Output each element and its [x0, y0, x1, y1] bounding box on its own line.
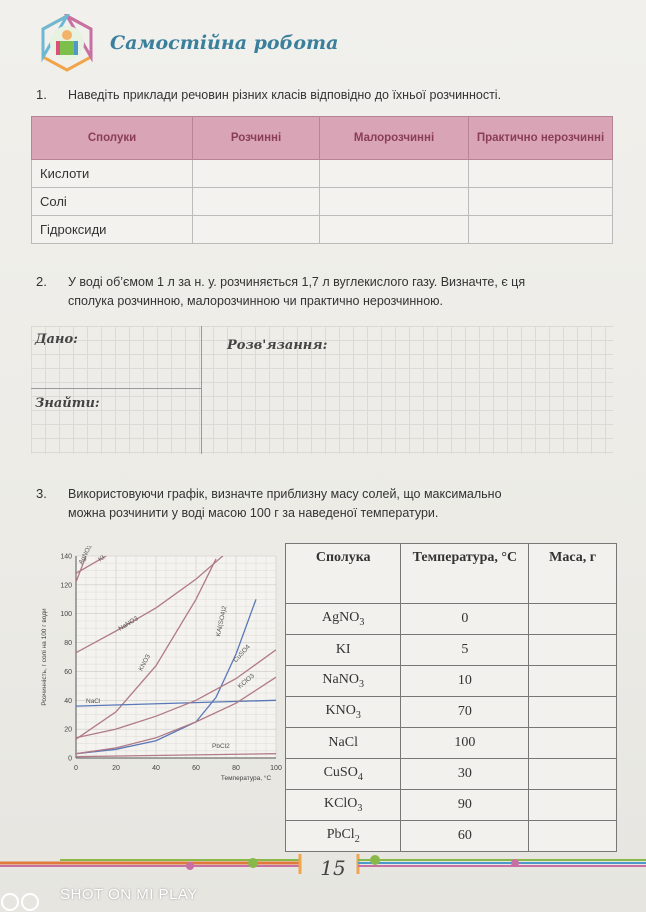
table-row — [286, 604, 617, 635]
table-header: Практично нерозчинні — [469, 117, 613, 160]
compound-cell — [286, 604, 401, 635]
mass-answer-cell[interactable] — [529, 728, 617, 759]
answer-cell[interactable] — [320, 216, 469, 244]
self-study-icon — [38, 14, 96, 72]
x-axis-label: Температура, °С — [220, 775, 272, 782]
table-row — [32, 188, 613, 216]
y-tick-label: 0 — [68, 755, 72, 763]
task2-text-line2: сполука розчинною, малорозчинною чи практично нерозчинною. — [68, 294, 444, 308]
table-header: Температура, °С — [401, 544, 529, 604]
page-number: 15 — [320, 856, 346, 880]
table-header: Сполуки — [32, 117, 193, 160]
compound-formula: KClO — [323, 796, 358, 812]
table-header: Розчинні — [193, 117, 320, 160]
solution-grid[interactable] — [31, 326, 613, 454]
compound-cell — [286, 635, 401, 666]
series-label: KNO3 — [137, 653, 153, 673]
compound-cell — [286, 790, 401, 821]
answer-cell[interactable] — [193, 216, 320, 244]
answer-cell[interactable] — [320, 188, 469, 216]
series-label: KI — [97, 554, 107, 564]
compound-formula: PbCl — [326, 827, 355, 843]
y-tick-label: 20 — [64, 726, 72, 734]
mass-answer-cell[interactable] — [529, 604, 617, 635]
section-heading: Самостійна робота — [110, 32, 339, 54]
temperature-cell: 70 — [401, 697, 529, 728]
row-label: Кислоти — [32, 160, 193, 188]
given-label: Дано: — [35, 332, 78, 347]
answer-cell[interactable] — [469, 216, 613, 244]
solubility-chart-svg — [34, 546, 282, 786]
temperature-cell: 90 — [401, 790, 529, 821]
mass-answer-cell[interactable] — [529, 759, 617, 790]
row-label: Солі — [32, 188, 193, 216]
find-label: Знайти: — [35, 396, 100, 411]
series-label: PbCl2 — [212, 742, 230, 750]
table-header: Маса, г — [529, 544, 617, 604]
y-tick-label: 140 — [60, 553, 72, 561]
x-tick-label: 0 — [74, 765, 78, 772]
table-header: Сполука — [286, 544, 401, 604]
formula-subscript: 3 — [358, 678, 364, 690]
formula-subscript: 3 — [357, 802, 363, 814]
mass-answer-cell[interactable] — [529, 790, 617, 821]
compound-formula: CuSO — [323, 765, 358, 781]
task3-text-line1: Використовуючи графік, визначте приблизну масу солей, що максимально — [68, 487, 502, 501]
y-tick-label: 120 — [60, 582, 72, 590]
series-label: NaCl — [86, 698, 101, 706]
series-label: KAl(SO4)2 — [215, 605, 229, 638]
series-label: NaNO3 — [117, 615, 140, 633]
table-row — [32, 216, 613, 244]
y-tick-label: 100 — [60, 611, 72, 619]
compound-formula: AgNO — [322, 610, 360, 626]
table-row — [286, 790, 617, 821]
table-row — [286, 728, 617, 759]
formula-subscript: 3 — [355, 709, 361, 721]
mass-answer-cell[interactable] — [529, 821, 617, 852]
grid-divider — [201, 326, 202, 454]
formula-subscript: 2 — [354, 833, 360, 845]
x-tick-label: 40 — [152, 765, 160, 772]
mass-answer-cell[interactable] — [529, 697, 617, 728]
temperature-cell: 60 — [401, 821, 529, 852]
x-tick-label: 20 — [112, 765, 120, 772]
solubility-classes-table — [31, 116, 613, 244]
y-tick-label: 60 — [64, 668, 72, 676]
formula-subscript: 4 — [357, 771, 363, 783]
camera-watermark: SHOT ON MI PLAY — [60, 886, 198, 903]
table-row — [286, 759, 617, 790]
answer-cell[interactable] — [193, 160, 320, 188]
compound-cell — [286, 759, 401, 790]
table-row — [32, 160, 613, 188]
answer-cell[interactable] — [193, 188, 320, 216]
formula-subscript: 3 — [359, 616, 365, 628]
compound-cell — [286, 666, 401, 697]
y-axis-label: Розчинність, г солі на 100 г води — [41, 608, 48, 706]
x-tick-label: 60 — [192, 765, 200, 772]
answer-cell[interactable] — [320, 160, 469, 188]
task1-number: 1. — [36, 87, 47, 102]
y-tick-label: 40 — [64, 697, 72, 705]
solubility-chart — [34, 546, 282, 786]
x-tick-label: 80 — [232, 765, 240, 772]
y-tick-label: 80 — [64, 640, 72, 648]
compound-formula: NaNO — [322, 672, 359, 688]
table-row — [286, 635, 617, 666]
series-label: CuSO4 — [232, 643, 252, 665]
compound-formula: KNO — [325, 703, 356, 719]
compound-cell — [286, 821, 401, 852]
task2-number: 2. — [36, 274, 47, 289]
task3-number: 3. — [36, 486, 47, 501]
mass-answer-cell[interactable] — [529, 635, 617, 666]
answer-cell[interactable] — [469, 160, 613, 188]
compound-cell — [286, 728, 401, 759]
camera-watermark-logo — [0, 884, 52, 912]
mass-answer-cell[interactable] — [529, 666, 617, 697]
salt-mass-table — [285, 543, 617, 852]
task3-text-line2: можна розчинити у воді масою 100 г за наведеної температури. — [68, 506, 439, 520]
compound-formula: KI — [335, 642, 351, 657]
series-label: AgNO3 — [77, 546, 94, 566]
solution-label: Розв'язання: — [227, 338, 328, 353]
temperature-cell: 30 — [401, 759, 529, 790]
grid-divider — [31, 388, 201, 389]
task2-text-line1: У воді об’ємом 1 л за н. у. розчиняється 1,7 л вуглекислого газу. Визначте, є ця — [68, 275, 526, 289]
compound-cell — [286, 697, 401, 728]
series-label: KClO3 — [236, 672, 256, 691]
x-tick-label: 100 — [270, 765, 282, 772]
temperature-cell: 5 — [401, 635, 529, 666]
table-row — [286, 697, 617, 728]
compound-formula: NaCl — [328, 735, 358, 750]
table-header: Малорозчинні — [320, 117, 469, 160]
table-row — [286, 666, 617, 697]
row-label: Гідроксиди — [32, 216, 193, 244]
temperature-cell: 0 — [401, 604, 529, 635]
answer-cell[interactable] — [469, 188, 613, 216]
table-row — [286, 821, 617, 852]
temperature-cell: 10 — [401, 666, 529, 697]
task1-text: Наведіть приклади речовин різних класів відповідно до їхньої розчинності. — [68, 88, 502, 102]
temperature-cell: 100 — [401, 728, 529, 759]
